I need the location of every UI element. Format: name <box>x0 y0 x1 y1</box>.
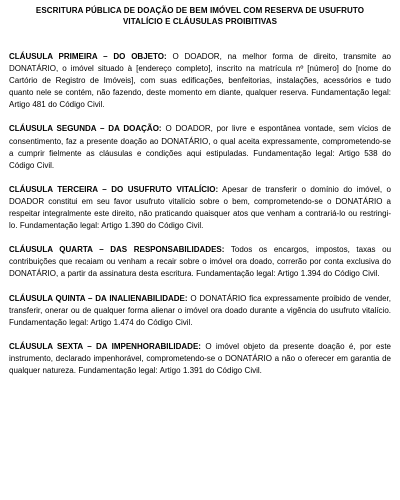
clause-heading: CLÁUSULA SEGUNDA – DA DOAÇÃO: <box>9 124 162 134</box>
clause-sexta <box>9 341 391 377</box>
clause-terceira <box>9 184 391 232</box>
clause-quarta <box>9 244 391 280</box>
document-title-line-2: VITALÍCIO E CLÁUSULAS PROIBITIVAS <box>122 17 278 26</box>
clause-segunda <box>9 123 391 171</box>
document-title-line-1: ESCRITURA PÚBLICA DE DOAÇÃO DE BEM IMÓVEL COM RESERVA DE USUFRUTO <box>35 6 365 15</box>
clause-quinta <box>9 293 391 329</box>
clause-heading: CLÁUSULA QUARTA – DAS RESPONSABILIDADES: <box>9 245 225 255</box>
clause-body: O imóvel objeto da presente doação é, por este instrumento, declarado impenhorável, comprometendo-se o DONATÁRIO a não o oferecer em garantia de qualquer natureza. Fundamentação legal: Artigo 1.391 do Código Civil. <box>9 341 391 375</box>
clause-heading: CLÁUSULA PRIMEIRA – DO OBJETO: <box>9 52 167 61</box>
clause-body: O DOADOR, na melhor forma de direito, transmite ao DONATÁRIO, o imóvel situado à [endereço completo], inscrito na matrícula nº [número] do [nome do Cartório de Registro de Imóveis], com suas edificações, benfeitorias, instalações, acessórios e tudo quanto nele se contém, não fazendo, deste momento em diante, qualquer reserva. Fundamentação legal: Artigo 481 do Código Civil. <box>9 52 391 110</box>
clause-heading: CLÁUSULA SEXTA – DA IMPENHORABILIDADE: <box>9 341 201 351</box>
clause-body: Todos os encargos, impostos, taxas ou contribuições que recaiam ou venham a recair sobre o imóvel ora doado, correrão por conta exclusiva do DONATÁRIO, a partir da assinatura desta escritura. Fundamentação legal: Artigo 1.394 do Código Civil. <box>9 245 392 279</box>
clause-heading: CLÁUSULA TERCEIRA – DO USUFRUTO VITALÍCIO: <box>9 184 219 194</box>
clause-heading: CLÁUSULA QUINTA – DA INALIENABILIDADE: <box>9 293 188 303</box>
document-title <box>9 5 391 27</box>
clause-body: Apesar de transferir o domínio do imóvel, o DOADOR constitui em seu favor usufruto vitalício sobre o bem, comprometendo-se o DONATÁRIO a respeitar integralmente este direito, não praticando quaisquer atos que venham a contrariá-lo ou restringi-lo. Fundamentação legal: Artigo 1.390 do Código Civil. <box>9 184 391 231</box>
clause-body: O DOADOR, por livre e espontânea vontade, sem vícios de consentimento, faz a presente doação ao DONATÁRIO, o qual aceita expressamente, comprometendo-se a cumprir fielmente as cláusulas e condições aqui estipuladas. Fundamentação legal: Artigo 538 do Código Civil. <box>9 124 391 170</box>
clause-primeira <box>9 51 391 111</box>
clause-body: O DONATÁRIO fica expressamente proibido de vender, transferir, onerar ou de qualquer forma alienar o imóvel ora doado durante a vigência do usufruto vitalício. Fundamentação legal: Artigo 1.474 do Código Civil. <box>9 293 391 327</box>
